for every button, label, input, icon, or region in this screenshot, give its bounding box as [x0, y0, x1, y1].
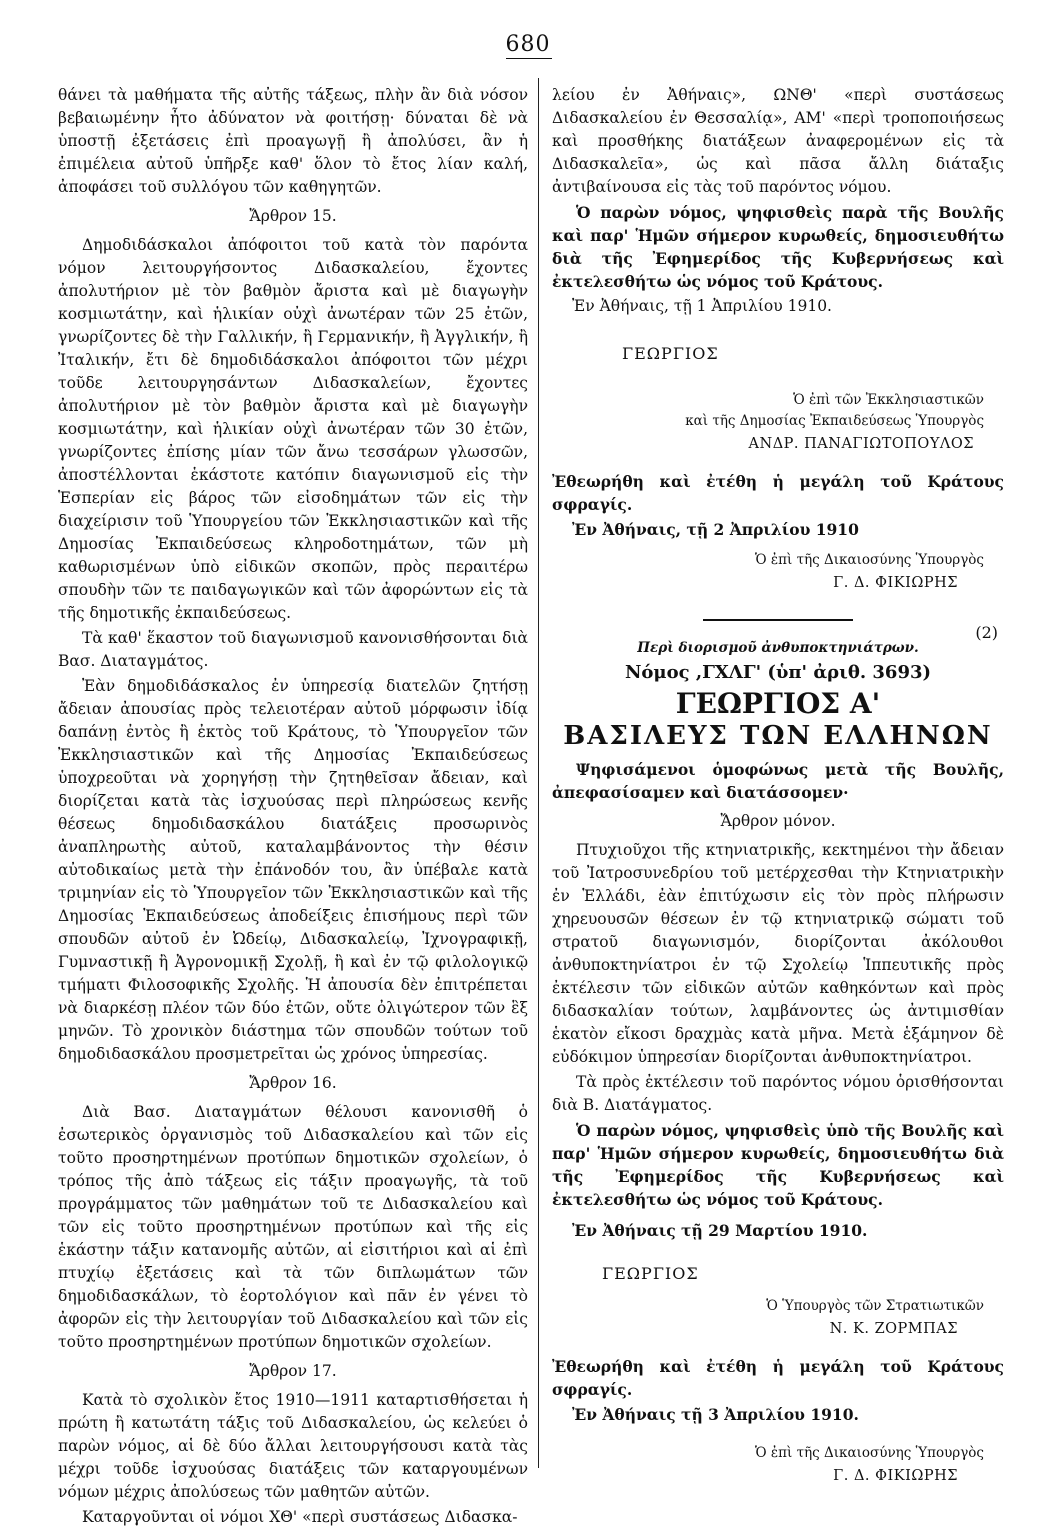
seal-statement-1: Ἐθεωρήθη καὶ ἐτέθη ἡ μεγάλη τοῦ Κράτους σφραγίς. [552, 472, 1004, 514]
law-2-title: Νόμος ,ΓΧΛΓ' (ὑπ' ἀριθ. 3693) [624, 662, 932, 683]
justice-minister-title-2: Ὁ ἐπὶ τῆς Δικαιοσύνης Ὑπουργὸς [755, 1445, 984, 1461]
law-2-article-title: Ἄρθρον μόνον. [720, 812, 836, 830]
king-title: ΓΕΩΡΓΙΟΣ Α' [675, 687, 881, 720]
article-15-title: Ἄρθρον 15. [249, 207, 337, 225]
law-2-enactment-clause: Ὁ παρὼν νόμος, ψηφισθεὶς ὑπὸ τῆς Βουλῆς καὶ παρ' Ἡμῶν σήμερον κυρωθείς, δημοσιευθήτω διὰ τῆς Ἐφημερίδος τῆς Κυβερνήσεως καὶ ἐκτελεσθήτω ὡς νόμος τοῦ Κράτους. [552, 1121, 1004, 1209]
section-divider [703, 619, 853, 621]
law-2-number: (2) [975, 623, 998, 642]
intro-paragraph: θάνει τὰ μαθήματα τῆς αὐτῆς τάξεως, πλὴν ἂν διὰ νόσον βεβαιωμένην ἦτο ἀδύνατον νὰ φοιτήσῃ· δύναται δὲ νὰ ὑποστῇ ἐξετάσεις ἐπὶ προαγωγῇ ἢ ἀπολύσει, ἂν ἡ ἐπιμέλεια αὐτοῦ ὑπῆρξε καθ' ὅλον τὸ ἔτος λίαν καλή, ἀποφάσει τοῦ συλλόγου τῶν καθηγητῶν. [58, 86, 528, 196]
article-15-paragraph-1: Δημοδιδάσκαλοι ἀπόφοιτοι τοῦ κατὰ τὸν παρόντα νόμον λειτουργήσοντος Διδασκαλείου, ἔχοντες ἀπολυτήριον μὲ τὸν βαθμὸν ἄριστα καὶ μὲ διαγωγὴν κοσμιωτάτην, καὶ ἡλικίαν οὐχὶ ἀνωτέραν τῶν 25 ἐτῶν, γνωρίζοντες δὲ τὴν Γαλλικήν, ἢ Γερμανικήν, ἢ Ἀγγλικήν, ἢ Ἰταλικήν, ἔτι δὲ δημοδιδάσκαλοι ἀπόφοιτοι τῶν μέχρι τοῦδε λειτουργησάντων Διδασκαλείων, ἔχοντες ἀπολυτήριον μὲ τὸν βαθμὸν ἄριστα καὶ μὲ διαγωγὴν κοσμιωτάτην, καὶ ἡλικίαν οὐχὶ ἀνωτέραν τῶν 30 ἐτῶν, γνωρίζοντες ἐπίσης μίαν τῶν ἄνω τεσσάρων γλωσσῶν, ἀποστέλλονται ἑκάστοτε κατόπιν διαγωνισμοῦ εἰς τὴν Ἑσπερίαν εἰς βάρος τῶν εἰσοδημάτων τῶν εἰς τὴν διαχείρισιν τοῦ Ὑπουργείου τῶν Ἐκκλησιαστικῶν καὶ τῆς Δημοσίας Ἐκπαιδεύσεως κληροδοτημάτων, τῶν μὴ καθωρισμένων ὑπὸ εἰδικῶν σκοπῶν, πρὸς περαιτέρω σπουδὴν τῶν τε παιδαγωγικῶν καὶ τῶν ἀφορώντων εἰς τὰ τῆς δημοτικῆς ἐκπαιδεύσεως. [58, 236, 528, 622]
justice-minister-name-2: Γ. Δ. ΦΙΚΙΩΡΗΣ [833, 1468, 958, 1484]
continuation-paragraph: λείου ἐν Ἀθήναις», ΩΝΘ' «περὶ συστάσεως Διδασκαλείου ἐν Θεσσαλίᾳ», ΑΜ' «περὶ τροποποιήσεως καὶ προσθήκης διατάξεων ἀναφερομένων εἰς τὰ Διδασκαλεῖα», ὡς καὶ πᾶσα ἄλλη διάταξις ἀντιβαίνουσα εἰς τὰς τοῦ παρόντος νόμου. [552, 86, 1004, 196]
law-2-seal-statement: Ἐθεωρήθη καὶ ἐτέθη ἡ μεγάλη τοῦ Κράτους σφραγίς. [552, 1357, 1004, 1399]
minister-title-line-2: καὶ τῆς Δημοσίας Ἐκπαιδεύσεως Ὑπουργὸς [685, 413, 984, 429]
war-minister-name: Ν. Κ. ΖΟΡΜΠΑΣ [829, 1321, 958, 1337]
minister-name-1: ΑΝΔΡ. ΠΑΝΑΓΙΩΤΟΠΟΥΛΟΣ [748, 436, 974, 452]
article-17-paragraph-2: Καταργοῦνται οἱ νόμοι ΧΘ' «περὶ συστάσεως Διδασκα- [82, 1508, 518, 1526]
law-2-king-signature: ΓΕΩΡΓΙΟΣ [602, 1264, 699, 1283]
right-column [552, 84, 1004, 1502]
war-minister-title: Ὁ Ὑπουργὸς τῶν Στρατιωτικῶν [766, 1298, 984, 1314]
article-15-paragraph-3: Ἐὰν δημοδιδάσκαλος ἐν ὑπηρεσίᾳ διατελῶν ζητήσῃ ἄδειαν ἀπουσίας πρὸς τελειοτέραν αὐτοῦ μόρφωσιν ἰδίᾳ δαπάνῃ ἐντὸς ἢ ἐκτὸς τοῦ Κράτους, τὸ Ὑπουργεῖον τῶν Ἐκκλησιαστικῶν καὶ τῆς Δημοσίας Ἐκπαιδεύσεως ὑποχρεοῦται νὰ χορηγήσῃ τὴν ζητηθεῖσαν ἄδειαν, καὶ διορίζεται κατὰ τὰς ἰσχυούσας περὶ πληρώσεως κενῆς θέσεως δημοδιδασκάλου διατάξεις προσωρινὸς ἀναπληρωτὴς αὐτοῦ, καταλαμβάνοντος τὴν θέσιν αὐτοδικαίως μετὰ τὴν ἐπάνοδόν του, ἂν ὑπέβαλε κατὰ τριμηνίαν εἰς τὸ Ὑπουργεῖον τῶν Ἐκκλησιαστικῶν καὶ τῆς Δημοσίας Ἐκπαιδεύσεως ἀποδείξεις ἐπισήμους περὶ τῶν σπουδῶν αὐτοῦ ἐν Ὠδείῳ, Διδασκαλείῳ, Ἰχνογραφικῇ, Γυμναστικῇ ἢ Ἀγρονομικῇ Σχολῇ, ἢ καὶ ἐν τῷ φιλολογικῷ τμήματι Φιλοσοφικῆς Σχολῆς. Ἡ ἀπουσία δὲν ἐπιτρέπεται νὰ διαρκέσῃ πλέον τῶν δύο ἐτῶν, οὔτε ὀλιγώτερον τῶν ἓξ μηνῶν. Τὸ χρονικὸν διάστημα τῶν σπουδῶν τούτων τοῦ δημοδιδασκάλου προσμετρεῖται ὡς χρόνος ὑπηρεσίας. [58, 677, 528, 1063]
king-signature-1: ΓΕΩΡΓΙΟΣ [622, 344, 719, 363]
law-2-paragraph-1: Πτυχιοῦχοι τῆς κτηνιατρικῆς, κεκτημένοι τὴν ἄδειαν τοῦ Ἰατροσυνεδρίου τοῦ μετέρχεσθαι τὴν Κτηνιατρικὴν ἐν Ἑλλάδι, ἐὰν ἐπιτύχωσιν εἰς τὸν πρὸς πλήρωσιν χηρευουσῶν θέσεων ἐν τῷ κτηνιατρικῷ σώματι τοῦ στρατοῦ διαγωνισμόν, διορίζονται ἀκόλουθοι ἀνθυποκτηνίατροι ἐν τῷ Σχολείῳ Ἱππευτικῆς πρὸς ἐκτέλεσιν τῶν εἰδικῶν αὐτῶν καθηκόντων καὶ πρὸς διδασκαλίαν τούτων, λαμβάνοντες ὡς ἀντιμισθίαν ἑκατὸν εἴκοσι δραχμὰς κατὰ μῆνα. Μετὰ ἑξάμηνον δὲ εὐδόκιμον ὑπηρεσίαν διορίζονται ἀνθυποκτηνίατροι. [552, 841, 1004, 1066]
law-2-caption: Περὶ διορισμοῦ ἀνθυποκτηνιάτρων. [637, 640, 919, 656]
article-17-paragraph-1: Κατὰ τὸ σχολικὸν ἔτος 1910—1911 καταρτισθήσεται ἡ πρώτη ἢ κατωτάτη τάξις τοῦ Διδασκαλείου, ὡς κελεύει ὁ παρὼν νόμος, αἱ δὲ δύο ἄλλαι λειτουργήσουσι κατὰ τὰς μέχρι τοῦδε ἰσχυούσας διατάξεις τῶν καταργουμένων νόμων μέχρις ἀπολύσεως τῶν μαθητῶν αὐτῶν. [58, 1391, 528, 1501]
page-number-underline [506, 58, 552, 59]
law-2-preamble: Ψηφισάμενοι ὁμοφώνως μετὰ τῆς Βουλῆς, ἀπεφασίσαμεν καὶ διατάσσομεν· [552, 760, 1004, 802]
article-17-title: Ἄρθρον 17. [249, 1362, 337, 1380]
left-column [58, 84, 528, 1531]
justice-minister-title-1: Ὁ ἐπὶ τῆς Δικαιοσύνης Ὑπουργὸς [755, 552, 984, 568]
date-line-1: Ἐν Ἀθήναις, τῇ 1 Ἀπριλίου 1910. [572, 297, 832, 315]
enactment-clause-1: Ὁ παρὼν νόμος, ψηφισθεὶς παρὰ τῆς Βουλῆς καὶ παρ' Ἡμῶν σήμερον κυρωθείς, δημοσιευθήτω διὰ τῆς Ἐφημερίδος τῆς Κυβερνήσεως καὶ ἐκτελεσθήτω ὡς νόμος τοῦ Κράτους. [552, 203, 1004, 291]
law-2-date-line-2: Ἐν Ἀθήναις τῇ 3 Ἀπριλίου 1910. [572, 1405, 859, 1424]
minister-title-line-1: Ὁ ἐπὶ τῶν Ἐκκλησιαστικῶν [793, 392, 984, 408]
article-16-title: Ἄρθρον 16. [249, 1074, 337, 1092]
date-line-2: Ἐν Ἀθήναις, τῇ 2 Ἀπριλίου 1910 [572, 520, 859, 539]
king-subtitle: ΒΑΣΙΛΕΥΣ ΤΩΝ ΕΛΛΗΝΩΝ [563, 721, 993, 751]
article-15-paragraph-2: Τὰ καθ' ἕκαστον τοῦ διαγωνισμοῦ κανονισθήσονται διὰ Βασ. Διαταγμάτος. [58, 629, 528, 670]
page-number: 680 [505, 32, 551, 57]
article-16-paragraph-1: Διὰ Βασ. Διαταγμάτων θέλουσι κανονισθῆ ὁ ἐσωτερικὸς ὀργανισμὸς τοῦ Διδασκαλείου καὶ τῶν εἰς τοῦτο προσηρτημένων προτύπων δημοτικῶν σχολείων, ὁ τρόπος τῆς ἀπὸ τάξεως εἰς τάξιν προαγωγῆς, τὰ τοῦ προγράμματος τῶν μαθημάτων τοῦ τε Διδασκαλείου καὶ τῶν εἰς τοῦτο προσηρτημένων προτύπων καὶ τῆς εἰς ἑκάστην τάξιν κατανομῆς αὐτῶν, αἱ εἰσιτήριοι καὶ αἱ ἐπὶ πτυχίῳ ἐξετάσεις καὶ τὰ τῶν διπλωμάτων τῶν δημοδιδασκάλων, τὸ ἑορτολόγιον καὶ πᾶν ἐν γένει τὸ ἀφορῶν εἰς τὴν λειτουργίαν τοῦ Διδασκαλείου καὶ τῶν εἰς τοῦτο προσηρτημένων προτύπων δημοτικῶν σχολείων. [58, 1103, 528, 1351]
law-2-date-line-1: Ἐν Ἀθήναις τῇ 29 Μαρτίου 1910. [572, 1221, 868, 1240]
law-2-header [552, 623, 1004, 656]
justice-minister-name-1: Γ. Δ. ΦΙΚΙΩΡΗΣ [833, 575, 958, 591]
law-2-paragraph-2: Τὰ πρὸς ἐκτέλεσιν τοῦ παρόντος νόμου ὁρισθήσονται διὰ Β. Διατάγματος. [552, 1073, 1004, 1114]
column-divider [538, 78, 539, 1468]
